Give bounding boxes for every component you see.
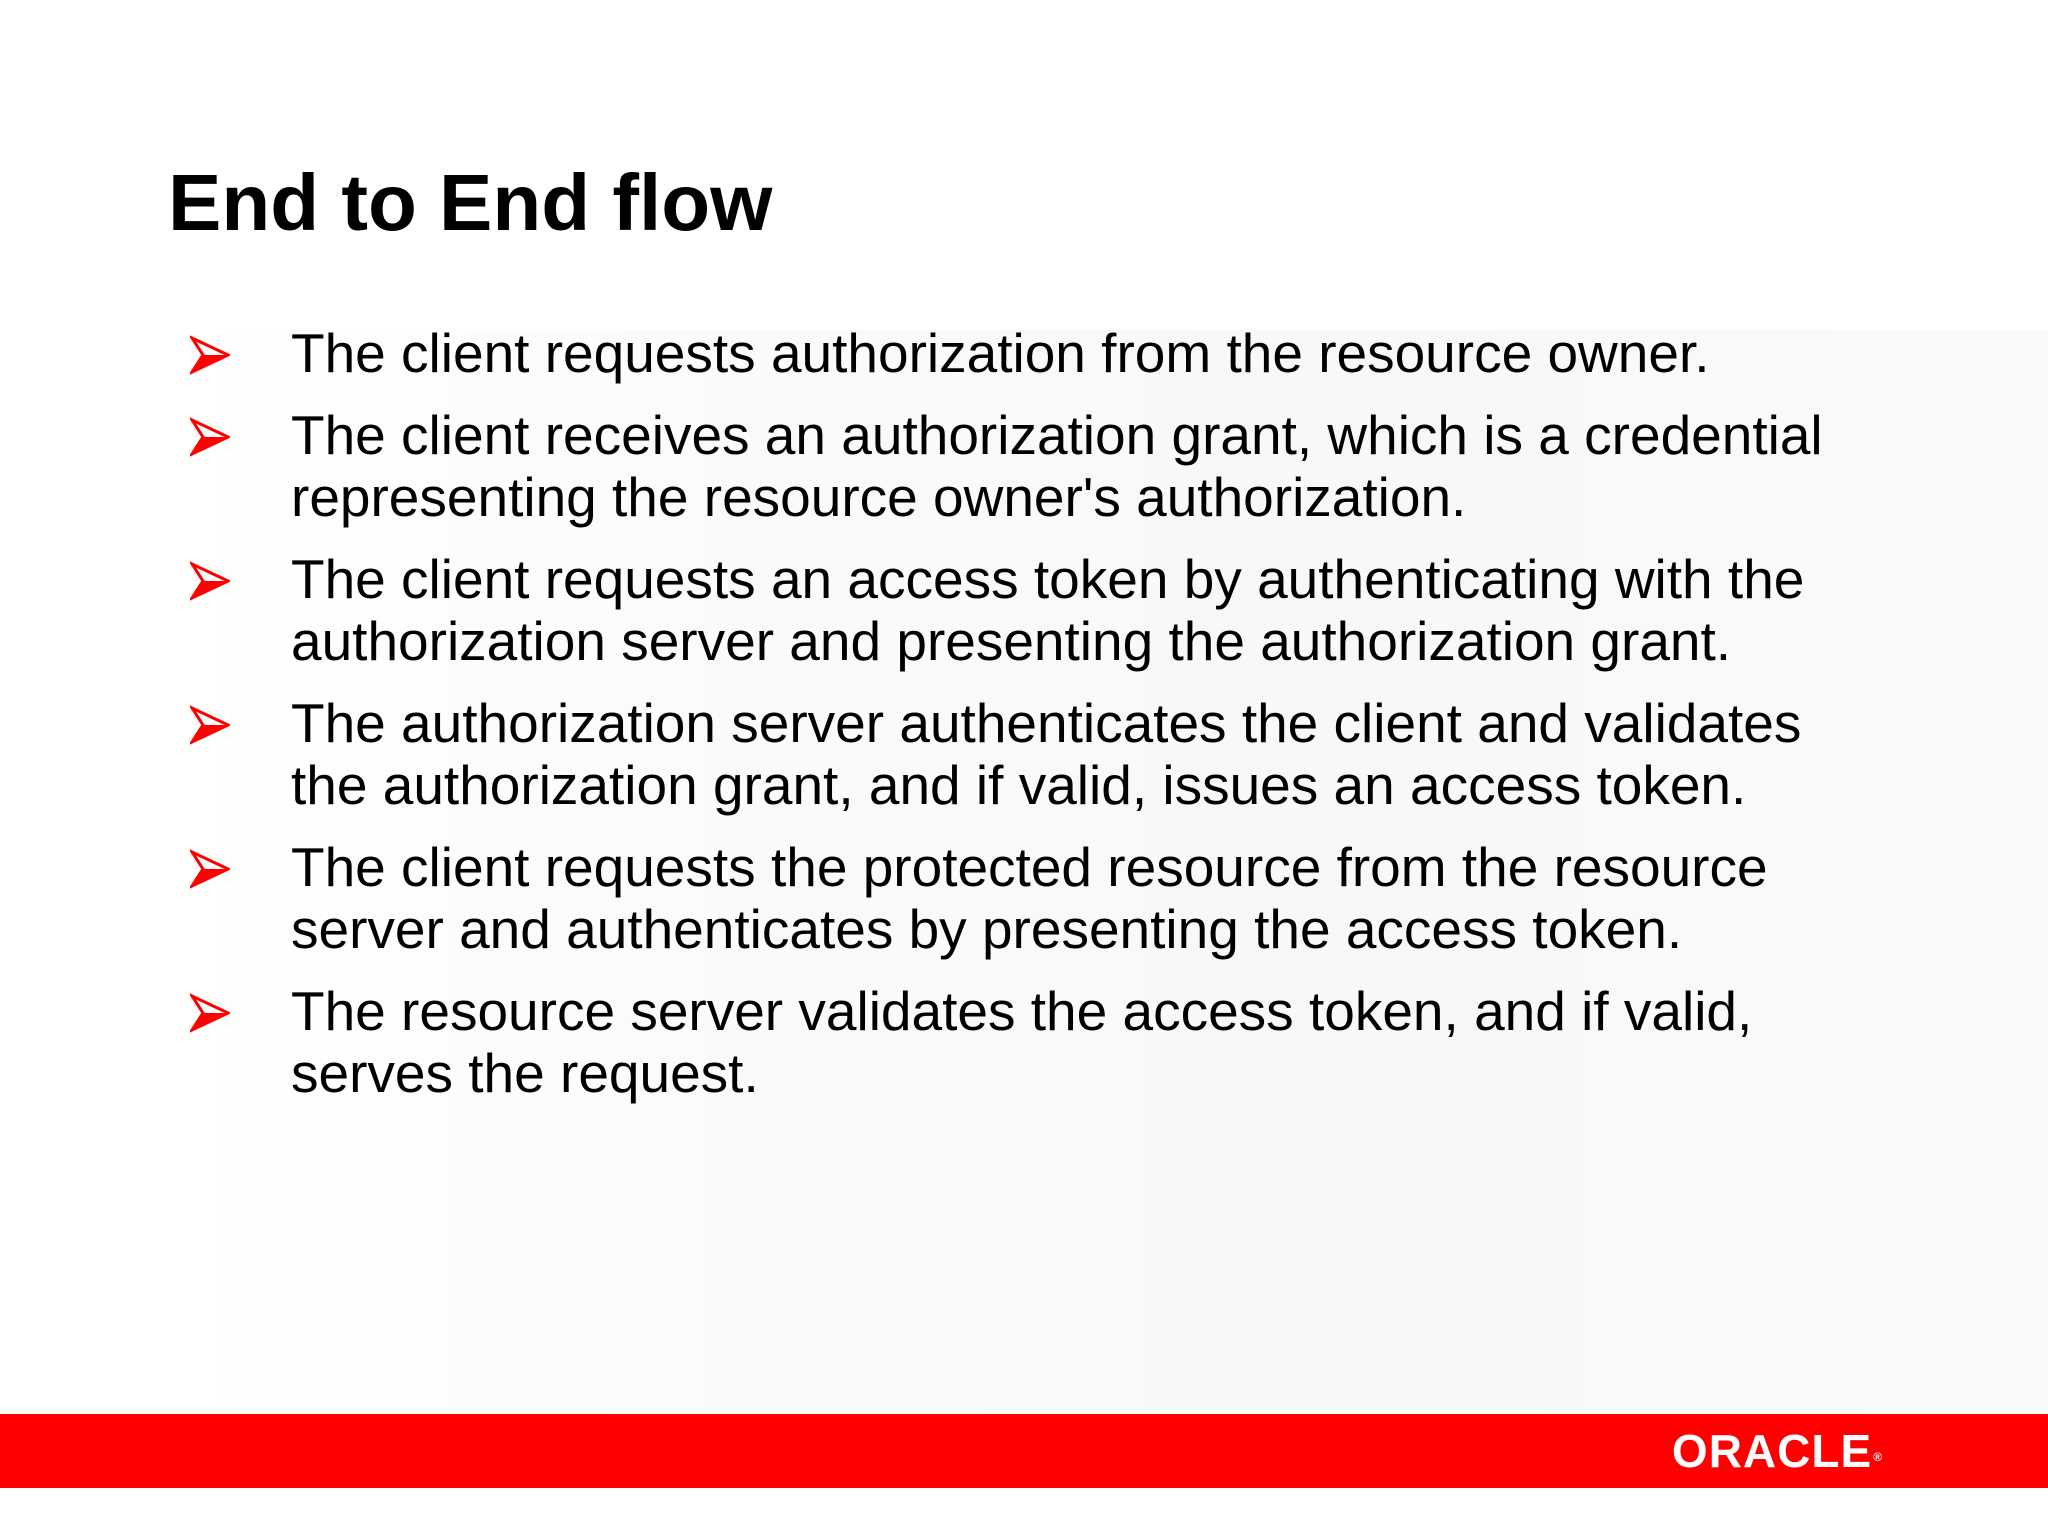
bullet-list [190, 322, 1890, 1124]
bullet-item [190, 548, 1890, 672]
registered-mark: ® [1873, 1450, 1883, 1464]
bullet-text: The authorization server authenticates the client and validates the authorization grant, and if valid, issues an access token. [291, 692, 1802, 816]
arrowhead-bullet-icon [190, 849, 230, 889]
bullet-text: The client requests authorization from the resource owner. [291, 322, 1710, 384]
oracle-logo [1672, 1425, 1883, 1477]
bullet-item [190, 322, 1890, 384]
slide-title: End to End flow [168, 158, 773, 247]
bullet-item [190, 692, 1890, 816]
footer-bar [0, 1414, 2048, 1488]
arrowhead-bullet-icon [190, 417, 230, 457]
oracle-logo-text: ORACLE [1671, 1425, 1873, 1477]
arrowhead-bullet-icon [190, 705, 230, 745]
arrowhead-bullet-icon [190, 335, 230, 375]
bullet-text: The resource server validates the access token, and if valid, serves the request. [291, 980, 1753, 1104]
bullet-text: The client receives an authorization grant, which is a credential representing the resource owner's authorization. [291, 404, 1823, 528]
bullet-text: The client requests the protected resource from the resource server and authenticates by presenting the access token. [291, 836, 1768, 960]
bullet-text: The client requests an access token by authenticating with the authorization server and presenting the authorization grant. [291, 548, 1805, 672]
arrowhead-bullet-icon [190, 993, 230, 1033]
bullet-item [190, 404, 1890, 528]
bullet-item [190, 980, 1890, 1104]
bullet-item [190, 836, 1890, 960]
arrowhead-bullet-icon [190, 561, 230, 601]
